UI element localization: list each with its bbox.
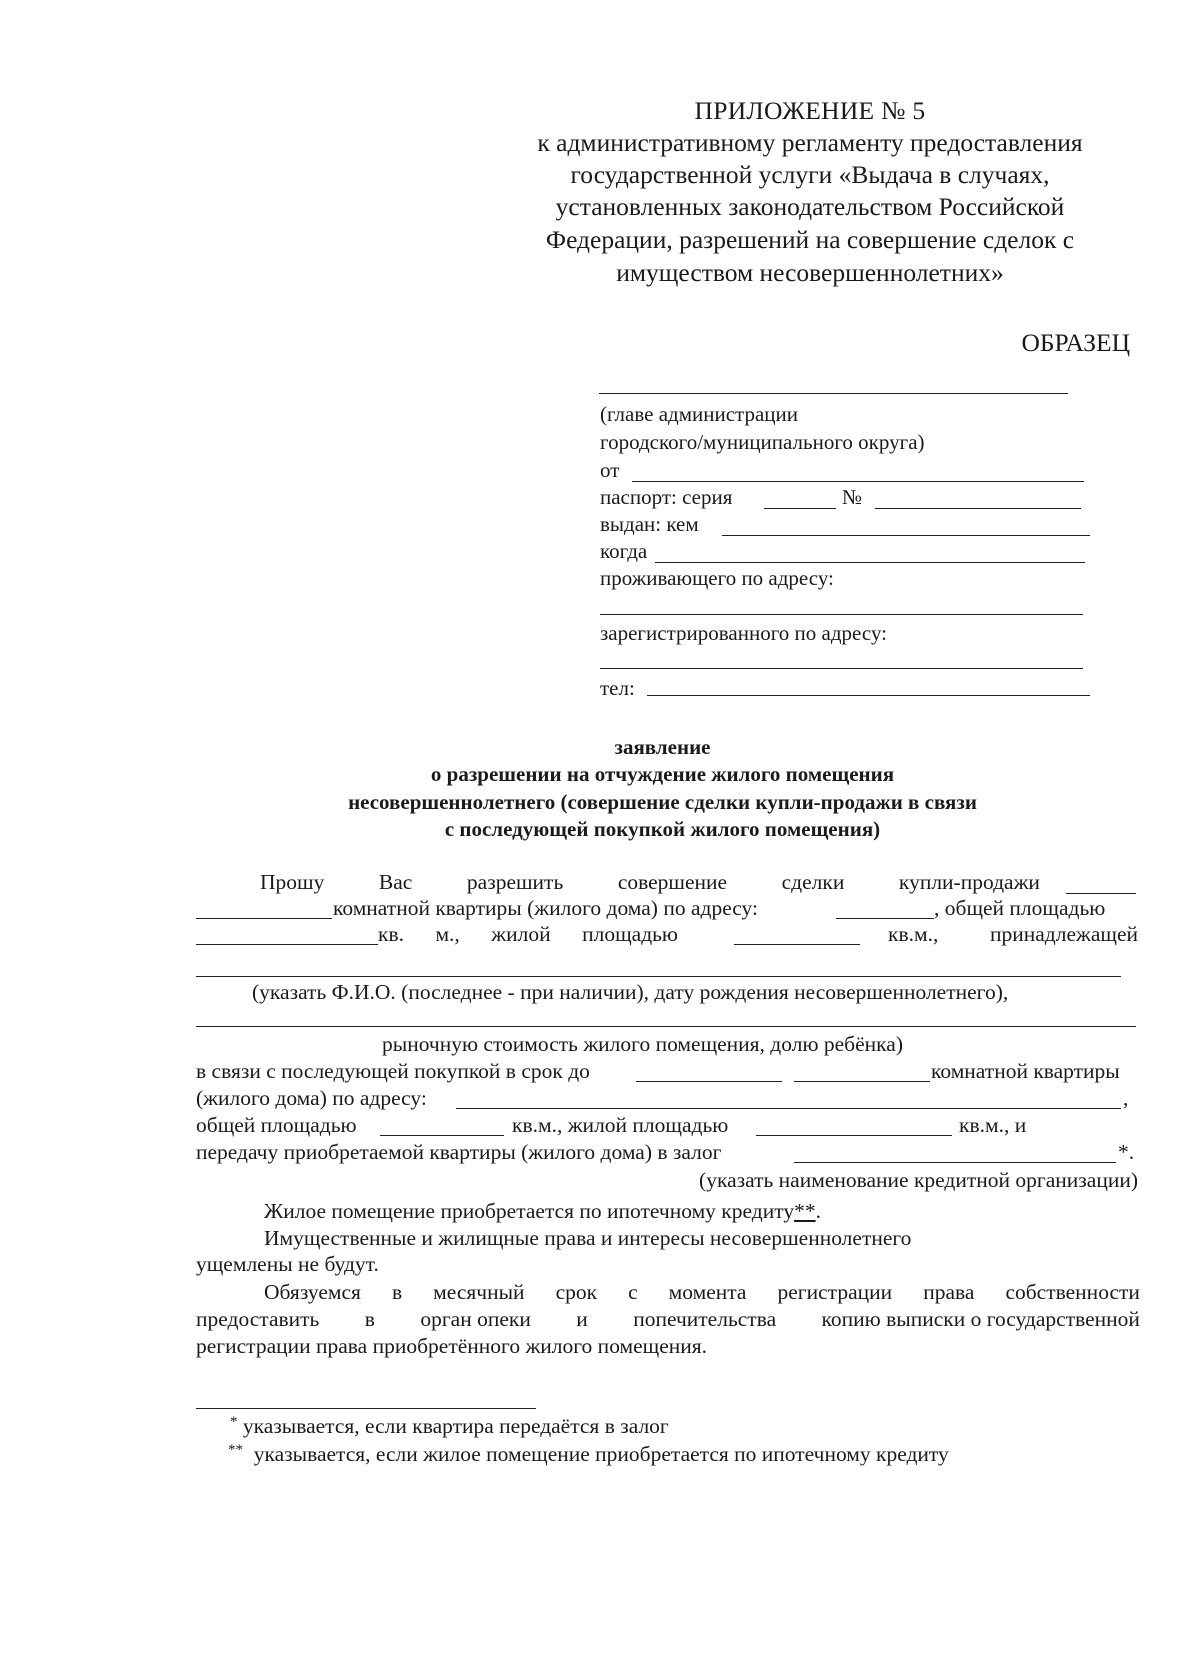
purchase-address-field[interactable] xyxy=(456,1108,1121,1109)
header-line-1: к административному регламенту предоставления xyxy=(537,128,1083,157)
purchase-living-area-field[interactable] xyxy=(756,1135,952,1136)
apartment-address-field[interactable] xyxy=(836,918,934,919)
obligation-line-3: регистрации права приобретённого жилого помещения. xyxy=(196,1334,708,1358)
purchase-living-area-label: кв.м., жилой площадью xyxy=(512,1113,729,1137)
credit-organization-hint: (указать наименование кредитной организации) xyxy=(699,1168,1138,1192)
addressee-label: (главе администрации xyxy=(600,402,799,426)
appendix-title: ПРИЛОЖЕНИЕ № 5 xyxy=(694,96,926,125)
footnote-1: * указывается, если квартира передаётся в залог xyxy=(230,1414,669,1438)
phone-label: тел: xyxy=(600,676,635,700)
pledge-footnote-mark: *. xyxy=(1118,1140,1135,1164)
apartment-address-label: комнатной квартиры (жилого дома) по адресу: xyxy=(333,896,758,920)
request-line-3b: кв.м., принадлежащей xyxy=(888,922,1138,946)
addressee-label-2: городского/муниципального округа) xyxy=(600,430,925,454)
issued-when-field[interactable] xyxy=(655,562,1085,563)
header-line-3: установленных законодательством Российской xyxy=(555,192,1065,221)
header-line-4: Федерации, разрешений на совершение сделок с xyxy=(545,225,1075,254)
purchase-total-area-label: общей площадью xyxy=(196,1113,357,1137)
passport-number-field[interactable] xyxy=(875,508,1081,509)
rooms-count-field-2[interactable] xyxy=(196,918,332,919)
purchase-rooms-field[interactable] xyxy=(794,1081,930,1082)
purchase-apartment-label: комнатной квартиры xyxy=(931,1059,1120,1083)
registered-label: зарегистрированного по адресу: xyxy=(600,621,887,645)
rooms-count-field[interactable] xyxy=(1066,893,1136,894)
issued-by-field[interactable] xyxy=(722,535,1090,536)
purchase-deadline-label: в связи с последующей покупкой в срок до xyxy=(196,1059,590,1083)
phone-field[interactable] xyxy=(647,695,1090,696)
mortgage-footnote-mark: ** xyxy=(794,1199,816,1223)
obligation-line-2: предоставить в орган опеки и попечительства копию выписки о государственной xyxy=(196,1307,1140,1331)
mortgage-paragraph: Жилое помещение приобретается по ипотечному кредиту**. xyxy=(264,1199,821,1223)
residing-label: проживающего по адресу: xyxy=(600,566,834,590)
statement-subtitle-1: о разрешении на отчуждение жилого помещения xyxy=(430,762,895,786)
footnote-separator xyxy=(196,1408,536,1409)
purchase-address-comma: , xyxy=(1123,1086,1129,1110)
purchase-address-label: (жилого дома) по адресу: xyxy=(196,1086,427,1110)
addressee-name-line[interactable] xyxy=(599,393,1068,394)
issued-by-label: выдан: кем xyxy=(600,512,699,536)
from-label: от xyxy=(600,458,620,482)
total-area-label: , общей площадью xyxy=(934,896,1106,920)
total-area-field[interactable] xyxy=(196,944,378,945)
footnote-2: ** указывается, если жилое помещение приобретается по ипотечному кредиту xyxy=(228,1442,949,1466)
purchase-total-area-field[interactable] xyxy=(380,1135,504,1136)
sample-label: ОБРАЗЕЦ xyxy=(1021,328,1130,357)
purchase-deadline-field[interactable] xyxy=(636,1081,782,1082)
pledge-label: передачу приобретаемой квартиры (жилого дома) в залог xyxy=(196,1140,722,1164)
rights-paragraph: Имущественные и жилищные права и интересы несовершеннолетнего xyxy=(264,1226,912,1250)
statement-title: заявление xyxy=(614,735,711,759)
value-hint: рыночную стоимость жилого помещения, долю ребёнка) xyxy=(382,1032,903,1056)
header-line-2: государственной услуги «Выдача в случаях, xyxy=(570,160,1050,189)
request-line-3a: кв. м., жилой площадью xyxy=(378,922,678,946)
passport-series-field[interactable] xyxy=(764,508,836,509)
passport-number-label: № xyxy=(842,485,863,509)
issued-when-label: когда xyxy=(600,539,648,563)
from-field[interactable] xyxy=(632,481,1084,482)
rights-paragraph-end: ущемлены не будут. xyxy=(196,1252,379,1276)
credit-organization-field[interactable] xyxy=(794,1162,1116,1163)
purchase-area-unit: кв.м., и xyxy=(959,1113,1027,1137)
residing-address-field[interactable] xyxy=(600,614,1083,615)
header-line-5: имуществом несовершеннолетних» xyxy=(616,258,1004,287)
owner-field[interactable] xyxy=(196,976,1121,977)
passport-series-label: паспорт: серия xyxy=(600,485,733,509)
obligation-line-1: Обязуемся в месячный срок с момента регистрации права собственности xyxy=(264,1280,1140,1304)
registered-address-field[interactable] xyxy=(600,668,1083,669)
request-line-1: Прошу Вас разрешить совершение сделки купли-продажи xyxy=(260,870,1040,894)
owner-field-2[interactable] xyxy=(196,1026,1136,1027)
living-area-field[interactable] xyxy=(734,944,860,945)
owner-hint: (указать Ф.И.О. (последнее - при наличии), дату рождения несовершеннолетнего), xyxy=(252,980,1009,1004)
statement-subtitle-3: с последующей покупкой жилого помещения) xyxy=(444,817,881,841)
statement-subtitle-2: несовершеннолетнего (совершение сделки купли-продажи в связи xyxy=(348,790,977,814)
